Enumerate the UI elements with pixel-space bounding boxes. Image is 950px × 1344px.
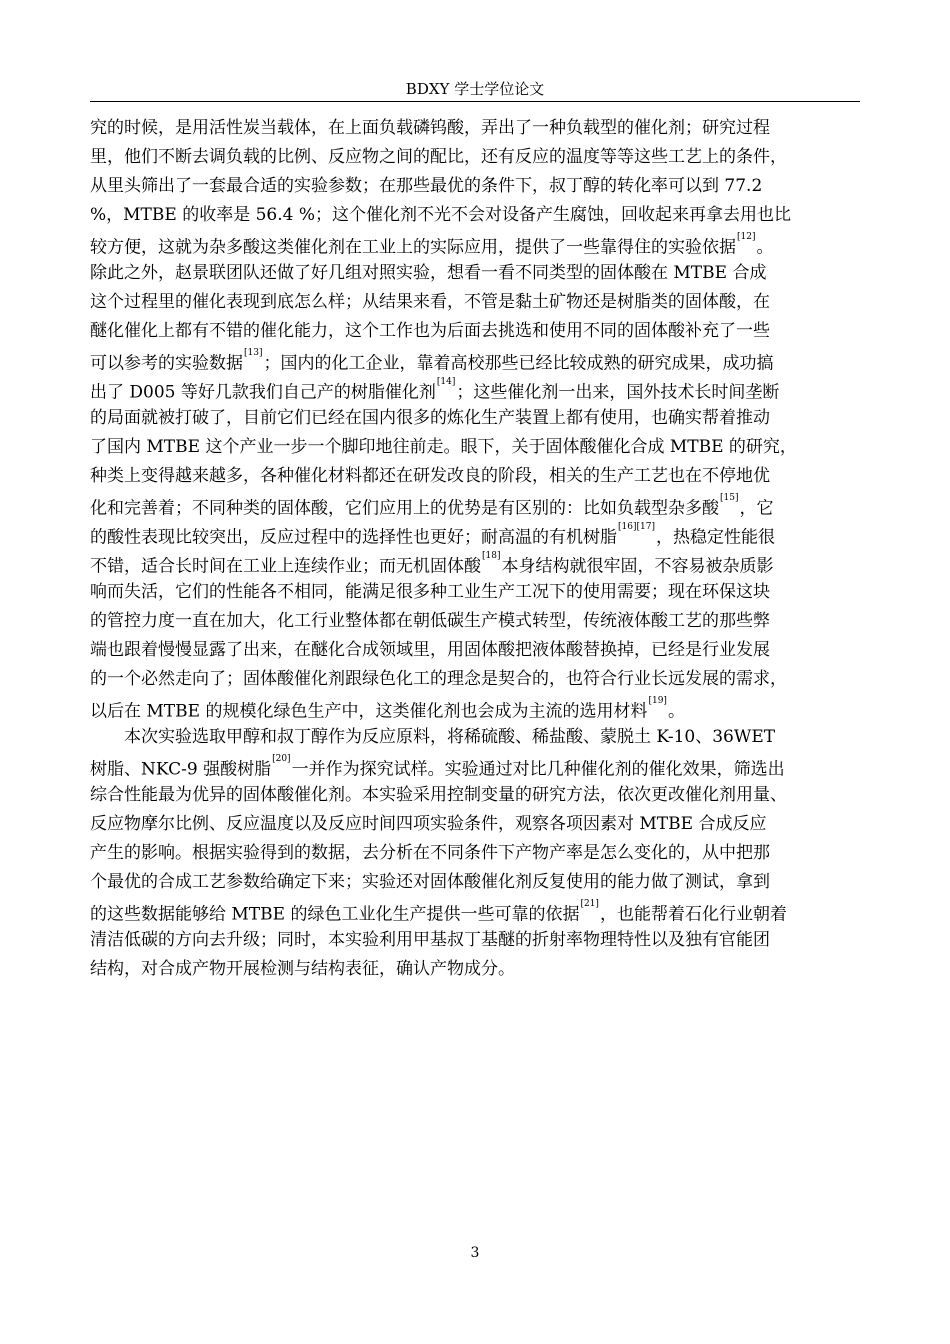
page-header: BDXY 学士学位论文	[405, 80, 545, 98]
text-line	[90, 375, 870, 404]
text-line	[90, 317, 870, 346]
text-run: 的一个必然走向了；固体酸催化剂跟绿色化工的理念是契合的，也符合行业长远发展的需求，	[90, 669, 787, 689]
text-line	[90, 752, 870, 781]
text-run: 一并作为探究试样。实验通过对比几种催化剂的催化效果，筛选出	[291, 759, 785, 780]
text-line	[90, 839, 870, 868]
text-run: 以后在 MTBE 的规模化绿色生产中，这类催化剂也会成为主流的选用材料	[90, 701, 648, 722]
text-run: 端也跟着慢慢显露了出来，在醚化合成领域里，用固体酸把液体酸替换掉，已经是行业发展	[90, 640, 770, 660]
text-line	[90, 143, 870, 172]
text-line	[90, 433, 870, 462]
citation-ref: [18]	[482, 551, 501, 561]
citation-ref: [20]	[272, 754, 291, 764]
citation-ref: [21]	[580, 899, 599, 909]
text-line	[90, 955, 870, 984]
text-line	[90, 607, 870, 636]
text-run: 。	[756, 237, 774, 258]
paragraph-2	[90, 723, 870, 984]
text-run: ，也能帮着石化行业朝着	[599, 904, 787, 925]
page-number: 3	[470, 1245, 480, 1261]
text-run: 反应物摩尔比例、反应温度以及反应时间四项实验条件，观察各项因素对 MTBE 合成反应	[90, 814, 767, 834]
text-line	[90, 172, 870, 201]
text-line	[90, 665, 870, 694]
text-run: 结构，对合成产物开展检测与结构表征，确认产物成分。	[90, 959, 515, 979]
text-line	[90, 897, 870, 926]
citation-ref: [13]	[244, 348, 263, 358]
text-run: 这个过程里的催化表现到底怎么样；从结果来看，不管是黏土矿物还是树脂类的固体酸，在	[90, 292, 770, 312]
text-run: 里，他们不断去调负载的比例、反应物之间的配比，还有反应的温度等等这些工艺上的条件，	[90, 147, 787, 167]
text-line	[90, 810, 870, 839]
text-run: 的这些数据能够给 MTBE 的绿色工业化生产提供一些可靠的依据	[90, 904, 580, 925]
header-rule	[90, 101, 860, 102]
text-line	[90, 781, 870, 810]
text-run: 清洁低碳的方向去升级；同时，本实验利用甲基叔丁基醚的折射率物理特性以及独有官能团	[90, 930, 770, 950]
text-run: 的管控力度一直在加大，化工行业整体都在朝低碳生产模式转型，传统液体酸工艺的那些弊	[90, 611, 770, 631]
text-run: 的局面就被打破了，目前它们已经在国内很多的炼化生产装置上都有使用，也确实帮着推动	[90, 408, 770, 428]
text-line	[90, 723, 870, 752]
citation-ref: [16][17]	[618, 522, 655, 532]
text-run: 产生的影响。根据实验得到的数据，去分析在不同条件下产物产率是怎么变化的，从中把那	[90, 843, 770, 863]
body-text	[90, 114, 870, 984]
text-run: 种类上变得越来越多，各种催化材料都还在研发改良的阶段，相关的生产工艺也在不停地优	[90, 466, 770, 486]
text-line	[90, 346, 870, 375]
text-run: 较方便，这就为杂多酸这类催化剂在工业上的实际应用，提供了一些靠得住的实验依据	[90, 237, 736, 258]
text-line	[90, 520, 870, 549]
text-run: 究的时候，是用活性炭当载体，在上面负载磷钨酸，弄出了一种负载型的催化剂；研究过程	[90, 118, 770, 138]
text-run: 除此之外，赵景联团队还做了好几组对照实验，想看一看不同类型的固体酸在 MTBE 合成	[90, 263, 767, 283]
citation-ref: [12]	[737, 232, 756, 242]
text-line	[90, 201, 870, 230]
text-line	[90, 404, 870, 433]
text-run: 醚化催化上都有不错的催化能力，这个工作也为后面去挑选和使用不同的固体酸补充了一些	[90, 321, 770, 341]
text-run: 出了 D005 等好几款我们自己产的树脂催化剂	[90, 382, 436, 403]
text-run: 本身结构就很牢固，不容易被杂质影	[501, 556, 774, 577]
text-run: 。	[667, 701, 685, 722]
text-run: 可以参考的实验数据	[90, 353, 243, 374]
text-run: ，热稳定性能很	[655, 527, 775, 548]
text-line	[90, 462, 870, 491]
text-run: 从里头筛出了一套最合适的实验参数；在那些最优的条件下，叔丁醇的转化率可以到 77.2	[90, 176, 763, 196]
text-run: 了国内 MTBE 这个产业一步一个脚印地往前走。眼下，关于固体酸催化合成 MTBE 的研究，	[90, 437, 797, 457]
text-line	[90, 230, 870, 259]
text-line	[90, 549, 870, 578]
text-run: ；国内的化工企业，靠着高校那些已经比较成熟的研究成果，成功搞	[263, 353, 774, 374]
text-run: %，MTBE 的收率是 56.4 %；这个催化剂不光不会对设备产生腐蚀，回收起来再拿去用也比	[90, 205, 792, 225]
text-run: ；这些催化剂一出来，国外技术长时间垄断	[456, 382, 780, 403]
text-line	[90, 288, 870, 317]
text-run: 不错，适合长时间在工业上连续作业；而无机固体酸	[90, 556, 481, 577]
text-run: 化和完善着；不同种类的固体酸，它们应用上的优势是有区别的：比如负载型杂多酸	[90, 498, 719, 519]
text-run: 的酸性表现比较突出，反应过程中的选择性也更好；耐高温的有机树脂	[90, 527, 617, 548]
text-run: 本次实验选取甲醇和叔丁醇作为反应原料，将稀硫酸、稀盐酸、蒙脱土 K-10、36WET	[124, 727, 776, 747]
text-line	[90, 491, 870, 520]
paragraph-1	[90, 114, 870, 723]
text-run: 个最优的合成工艺参数给确定下来；实验还对固体酸催化剂反复使用的能力做了测试，拿到	[90, 872, 770, 892]
text-line	[90, 636, 870, 665]
text-run: 树脂、NKC-9 强酸树脂	[90, 759, 272, 780]
text-line	[90, 578, 870, 607]
text-run: 综合性能最为优异的固体酸催化剂。本实验采用控制变量的研究方法，依次更改催化剂用量、	[90, 785, 787, 805]
text-run: ，它	[739, 498, 774, 519]
text-line	[90, 926, 870, 955]
text-line	[90, 868, 870, 897]
text-line	[90, 259, 870, 288]
citation-ref: [15]	[720, 493, 739, 503]
text-run: 响而失活，它们的性能各不相同，能满足很多种工业生产工况下的使用需要；现在环保这块	[90, 582, 770, 602]
citation-ref: [19]	[648, 696, 667, 706]
citation-ref: [14]	[436, 377, 456, 387]
text-line	[90, 694, 870, 723]
text-line	[90, 114, 870, 143]
